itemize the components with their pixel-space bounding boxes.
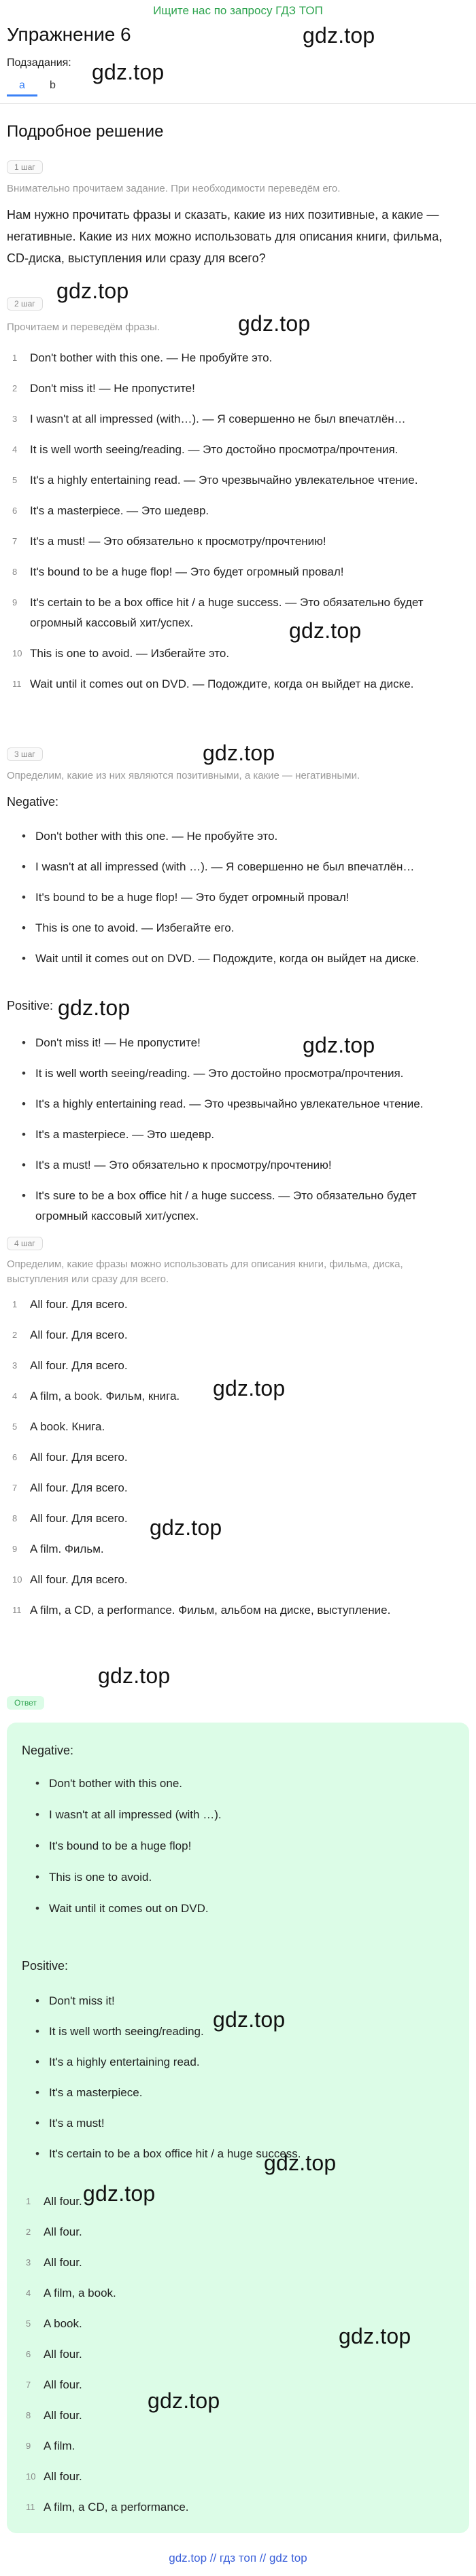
item-number: 11 — [12, 1605, 22, 1615]
step-hint: Определим, какие фразы можно использовать для описания книги, фильма, диска, выступления или сразу для всего. — [7, 1258, 403, 1285]
item-text: It's a masterpiece. — Это шедевр. — [30, 504, 209, 517]
item-text: It's certain to be a box office hit / a huge success. — [49, 2147, 301, 2160]
list-item — [20, 2222, 459, 2242]
item-number: 2 — [12, 1330, 18, 1340]
answer-usage-list — [20, 2191, 459, 2528]
item-text: All four. Для всего. — [30, 1328, 128, 1341]
list-item — [20, 2405, 459, 2426]
item-text: It's a highly entertaining read. — [49, 2055, 200, 2068]
watermark: gdz.top — [303, 1033, 375, 1057]
step-badge: 4 шаг — [7, 1237, 43, 1250]
answer-badge: Ответ — [7, 1696, 44, 1710]
item-text: All four. — [44, 2348, 82, 2361]
list-item — [7, 1125, 459, 1145]
watermark: gdz.top — [203, 741, 275, 765]
item-number: 11 — [26, 2502, 35, 2512]
list-item — [7, 593, 459, 633]
answer-negative-list — [20, 1774, 459, 1930]
item-text: Don't bother with this one. — [49, 1777, 183, 1790]
item-number: 2 — [12, 383, 18, 393]
item-number: 1 — [26, 2196, 31, 2206]
list-item — [7, 949, 459, 969]
list-item — [7, 1356, 459, 1376]
list-item — [20, 2144, 459, 2164]
tab-subtask-a[interactable]: a — [7, 75, 37, 96]
item-text: All four. Для всего. — [30, 1451, 128, 1464]
step-badge: 2 шаг — [7, 297, 43, 311]
list-item — [7, 1539, 459, 1559]
item-number: 3 — [12, 1360, 18, 1371]
list-item — [7, 1063, 459, 1084]
list-item — [7, 918, 459, 938]
item-text: All four. Для всего. — [30, 1359, 128, 1372]
step-badge: 3 шаг — [7, 747, 43, 761]
item-text: A film. Фильм. — [30, 1542, 104, 1555]
list-item — [20, 2497, 459, 2518]
item-number: 9 — [12, 597, 18, 607]
list-item — [7, 1294, 459, 1315]
watermark: gdz.top — [289, 618, 362, 643]
item-text: All four. — [44, 2470, 82, 2483]
item-text: All four. — [44, 2195, 82, 2208]
list-item — [7, 674, 459, 694]
item-number: 7 — [12, 536, 18, 546]
usage-list — [7, 1294, 459, 1631]
item-text: All four. — [44, 2409, 82, 2422]
item-number: 6 — [12, 1452, 18, 1462]
watermark: gdz.top — [83, 2181, 156, 2206]
item-text: It is well worth seeing/reading. — Это достойно просмотра/прочтения. — [35, 1067, 404, 1080]
item-text: I wasn't at all impressed (with …). — Я совершенно не был впечатлён… — [35, 860, 415, 873]
list-item — [20, 1836, 459, 1856]
item-text: All four. — [44, 2256, 82, 2269]
list-item — [20, 1867, 459, 1888]
exercise-title: Упражнение 6 — [7, 24, 131, 45]
answer-negative-label: Negative: — [22, 1744, 74, 1757]
item-text: It's a masterpiece. — [49, 2086, 143, 2099]
list-item — [20, 2113, 459, 2134]
tab-subtask-b[interactable]: b — [50, 80, 56, 91]
list-item — [20, 1805, 459, 1825]
phrase-translation-list — [7, 348, 459, 705]
list-item — [7, 1600, 459, 1621]
tabs-divider — [0, 103, 476, 104]
item-number: 8 — [12, 1513, 18, 1523]
answer-positive-label: Positive: — [22, 1959, 69, 1973]
watermark: gdz.top — [339, 2324, 411, 2348]
item-text: It's a must! — Это обязательно к просмотру/прочтению! — [35, 1159, 332, 1171]
task-explanation: Нам нужно прочитать фразы и сказать, какие из них позитивные, а какие — негативные. Какие из них можно использовать для описания книги, фильма, CD-диска, выступления или сразу для всего? — [7, 208, 443, 265]
list-item — [20, 1774, 459, 1794]
item-text: A film, a book. — [44, 2287, 116, 2299]
item-number: 4 — [12, 1391, 18, 1401]
list-item — [7, 440, 459, 460]
item-number: 8 — [12, 567, 18, 577]
watermark: gdz.top — [92, 60, 165, 84]
list-item — [7, 470, 459, 491]
item-number: 6 — [12, 506, 18, 516]
list-item — [20, 2375, 459, 2395]
subtask-tabs — [7, 75, 68, 96]
watermark: gdz.top — [238, 311, 311, 336]
section-title: Подробное решение — [7, 122, 164, 141]
list-item — [20, 2052, 459, 2072]
list-item — [7, 1325, 459, 1345]
promo-banner[interactable]: Ищите нас по запросу ГДЗ ТОП — [153, 4, 323, 17]
item-text: It is well worth seeing/reading. — [49, 2025, 204, 2038]
list-item — [7, 409, 459, 429]
watermark: gdz.top — [98, 1663, 171, 1688]
step-badge: 1 шаг — [7, 160, 43, 174]
list-item — [20, 2467, 459, 2487]
list-item — [7, 531, 459, 552]
item-text: I wasn't at all impressed (with …). — [49, 1808, 222, 1821]
item-text: I wasn't at all impressed (with…). — Я совершенно не был впечатлён… — [30, 412, 406, 425]
item-text: Wait until it comes out on DVD. — Подождите, когда он выйдет на диске. — [35, 952, 420, 965]
item-text: A film, a book. Фильм, книга. — [30, 1390, 180, 1402]
positive-list — [7, 1033, 459, 1237]
item-text: Don't miss it! — [49, 1994, 115, 2007]
watermark: gdz.top — [58, 995, 131, 1020]
item-text: It's bound to be a huge flop! — Это будет огромный провал! — [30, 565, 344, 578]
list-item — [7, 1508, 459, 1529]
subtasks-label: Подзадания: — [7, 57, 71, 69]
list-item — [7, 562, 459, 582]
item-text: All four. Для всего. — [30, 1298, 128, 1311]
item-number: 2 — [26, 2227, 31, 2237]
watermark: gdz.top — [56, 279, 129, 303]
list-item — [7, 1155, 459, 1176]
item-text: Wait until it comes out on DVD. — [49, 1902, 209, 1915]
item-text: It's sure to be a box office hit / a huge success. — Это обязательно будет огромный кассовый хит/успех. — [35, 1189, 417, 1222]
item-text: Don't bother with this one. — Не пробуйте это. — [30, 351, 273, 364]
item-text: It is well worth seeing/reading. — Это достойно просмотра/прочтения. — [30, 443, 398, 456]
item-text: All four. Для всего. — [30, 1512, 128, 1525]
list-item — [20, 1899, 459, 1919]
item-text: It's a must! — [49, 2117, 105, 2130]
item-text: It's a highly entertaining read. — Это чрезвычайно увлекательное чтение. — [30, 474, 418, 487]
item-text: Don't miss it! — Не пропустите! — [35, 1036, 201, 1049]
list-item — [7, 501, 459, 521]
watermark: gdz.top — [213, 2007, 286, 2032]
item-text: A film, a CD, a performance. Фильм, альбом на диске, выступление. — [30, 1604, 391, 1617]
item-text: All four. — [44, 2378, 82, 2391]
item-text: All four. Для всего. — [30, 1573, 128, 1586]
item-text: It's bound to be a huge flop! — Это будет огромный провал! — [35, 891, 350, 904]
item-text: Don't bother with this one. — Не пробуйте это. — [35, 830, 278, 843]
item-number: 8 — [26, 2410, 31, 2420]
list-item — [7, 1186, 459, 1227]
list-item — [7, 1417, 459, 1437]
item-text: This is one to avoid. — Избегайте его. — [35, 921, 235, 934]
list-item — [7, 857, 459, 877]
item-number: 6 — [26, 2349, 31, 2359]
item-number: 1 — [12, 1299, 18, 1309]
list-item — [20, 2253, 459, 2273]
item-number: 4 — [12, 444, 18, 455]
item-number: 9 — [12, 1544, 18, 1554]
list-item — [7, 1447, 459, 1468]
list-item — [7, 643, 459, 664]
item-text: It's a highly entertaining read. — Это чрезвычайно увлекательное чтение. — [35, 1097, 424, 1110]
item-number: 3 — [26, 2257, 31, 2268]
item-number: 5 — [26, 2318, 31, 2329]
watermark: gdz.top — [264, 2151, 337, 2175]
item-text: This is one to avoid. — Избегайте это. — [30, 647, 230, 660]
step-hint: Внимательно прочитаем задание. При необходимости переведём его. — [7, 183, 341, 194]
positive-label: Positive: — [7, 999, 54, 1012]
item-number: 5 — [12, 475, 18, 485]
item-text: All four. Для всего. — [30, 1481, 128, 1494]
list-item — [7, 1094, 459, 1114]
item-text: A book. Книга. — [30, 1420, 105, 1433]
item-text: Wait until it comes out on DVD. — Подождите, когда он выйдет на диске. — [30, 677, 414, 690]
item-text: It's a must! — Это обязательно к просмотру/прочтению! — [30, 535, 326, 548]
item-text: It's bound to be a huge flop! — [49, 1839, 192, 1852]
step-hint: Прочитаем и переведём фразы. — [7, 321, 160, 333]
item-number: 10 — [12, 648, 22, 658]
watermark: gdz.top — [303, 23, 375, 48]
item-number: 7 — [26, 2380, 31, 2390]
item-text: Don't miss it! — Не пропустите! — [30, 382, 195, 395]
item-number: 10 — [12, 1574, 22, 1585]
footer-links[interactable]: gdz.top // гдз топ // gdz top — [169, 2552, 307, 2564]
list-item — [7, 1570, 459, 1590]
item-text: This is one to avoid. — [49, 1871, 152, 1884]
negative-label: Negative: — [7, 795, 59, 809]
list-item — [7, 378, 459, 399]
negative-list — [7, 826, 459, 979]
list-item — [7, 1478, 459, 1498]
list-item — [20, 2083, 459, 2103]
item-number: 5 — [12, 1422, 18, 1432]
item-text: A film. — [44, 2439, 75, 2452]
item-number: 4 — [26, 2288, 31, 2298]
item-number: 7 — [12, 1483, 18, 1493]
item-text: It's certain to be a box office hit / a huge success. — Это обязательно будет огромный кассовый хит/успех. — [30, 596, 424, 629]
item-number: 11 — [12, 679, 22, 689]
list-item — [20, 2436, 459, 2456]
item-text: It's a masterpiece. — Это шедевр. — [35, 1128, 215, 1141]
list-item — [7, 826, 459, 847]
list-item — [7, 887, 459, 908]
item-number: 3 — [12, 414, 18, 424]
step-hint: Определим, какие из них являются позитивными, а какие — негативными. — [7, 770, 360, 781]
item-text: A book. — [44, 2317, 82, 2330]
item-text: A film, a CD, a performance. — [44, 2501, 189, 2513]
list-item — [7, 1033, 459, 1053]
list-item — [7, 348, 459, 368]
item-number: 9 — [26, 2441, 31, 2451]
item-text: All four. — [44, 2225, 82, 2238]
watermark: gdz.top — [148, 2388, 220, 2413]
list-item — [20, 2283, 459, 2304]
watermark: gdz.top — [213, 1376, 286, 1400]
item-number: 10 — [26, 2471, 36, 2482]
watermark: gdz.top — [150, 1515, 222, 1540]
item-number: 1 — [12, 353, 18, 363]
